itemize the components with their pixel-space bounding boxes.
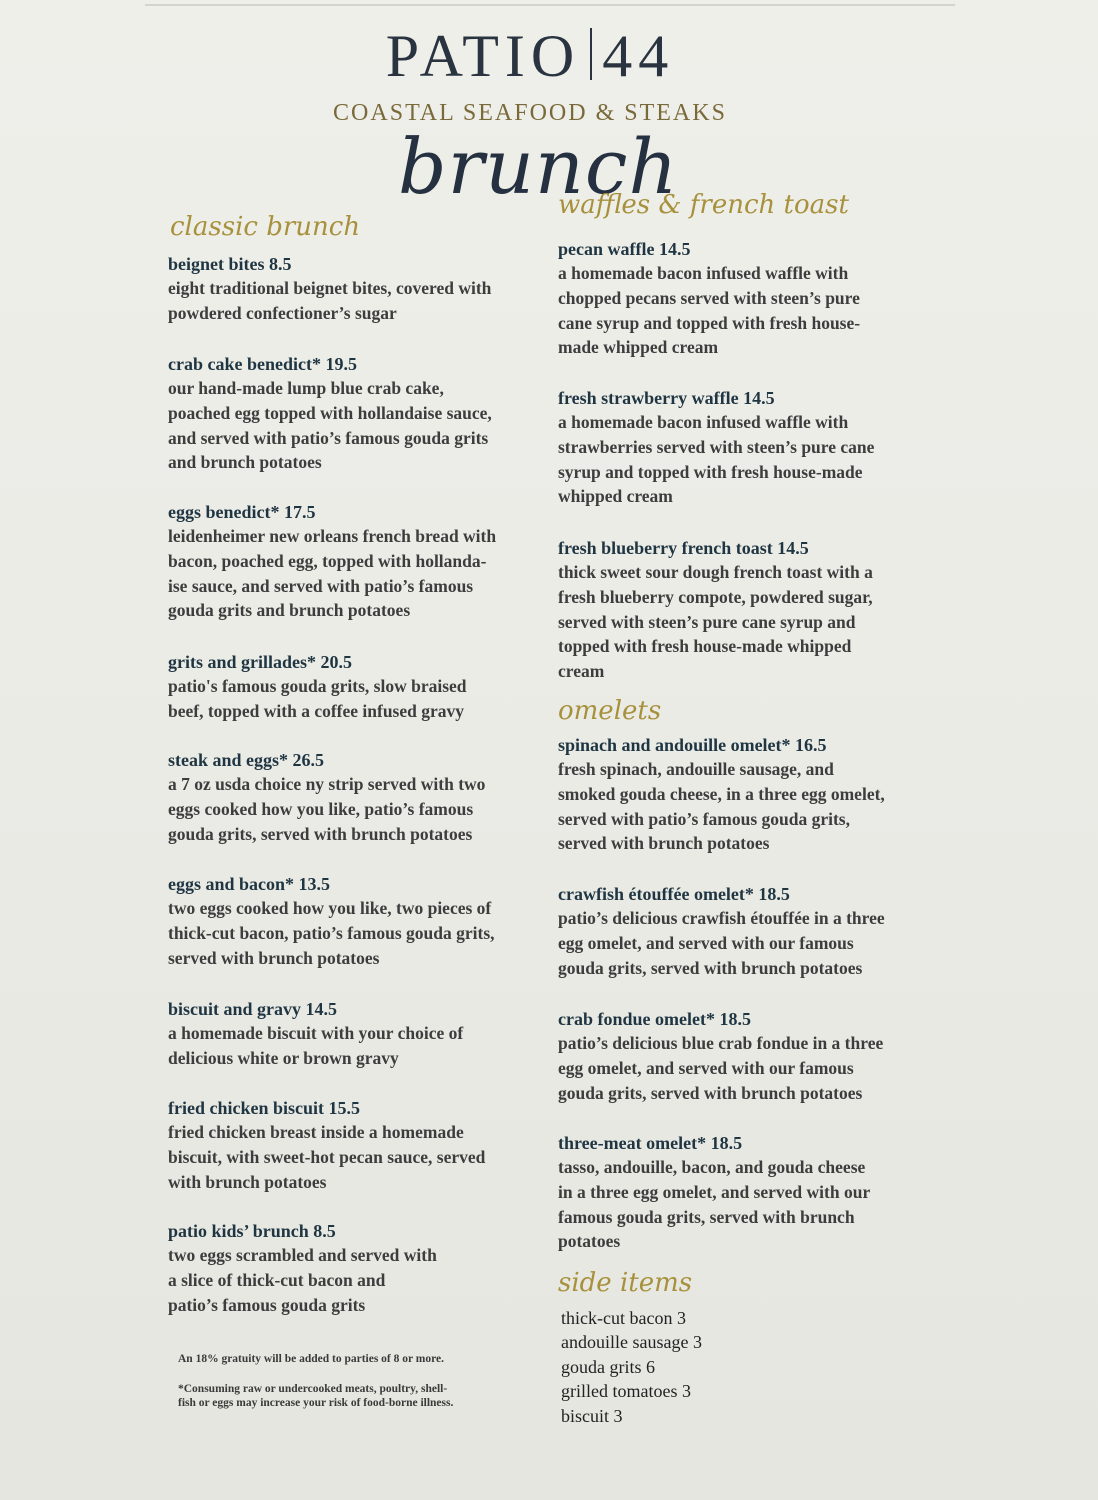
brand-divider (590, 28, 592, 80)
menu-item-name: steak and eggs* 26.5 (168, 750, 325, 770)
menu-item-description: leidenheimer new orleans french bread with bacon, poached egg, topped with hollanda- ise sauce, and served with patio’s famous gouda grits and brunch potatoes (168, 526, 497, 621)
menu-item-name: grits and grillades* 20.5 (168, 652, 353, 672)
menu-item-name: eggs and bacon* 13.5 (168, 874, 331, 894)
menu-item (558, 386, 874, 509)
menu-item-name: pecan waffle 14.5 (558, 239, 691, 259)
menu-item-description: a homemade bacon infused waffle with strawberries served with steen’s pure cane syrup and topped with fresh house-made whipped cream (558, 412, 875, 507)
section-title-omelets: omelets (558, 696, 662, 726)
menu-item (168, 1096, 485, 1194)
menu-item-name: beignet bites 8.5 (168, 254, 292, 274)
menu-header (0, 23, 1060, 127)
menu-item-description: fried chicken breast inside a homemade biscuit, with sweet-hot pecan sauce, served with brunch potatoes (168, 1122, 486, 1192)
section-title-classic-brunch: classic brunch (170, 212, 361, 242)
menu-item (168, 872, 495, 970)
menu-item-name: eggs benedict* 17.5 (168, 502, 316, 522)
menu-item-description: two eggs cooked how you like, two pieces of thick-cut bacon, patio’s famous gouda grits, served with brunch potatoes (168, 898, 495, 968)
menu-item (558, 237, 860, 360)
menu-item-name: fried chicken biscuit 15.5 (168, 1098, 360, 1118)
menu-item (168, 997, 463, 1071)
side-item: andouille sausage 3 (561, 1332, 702, 1352)
side-item: biscuit 3 (561, 1406, 623, 1426)
menu-item-name: biscuit and gravy 14.5 (168, 999, 338, 1019)
gratuity-note: An 18% gratuity will be added to parties of 8 or more. (178, 1353, 444, 1365)
menu-item (168, 748, 485, 846)
menu-item-description: our hand-made lump blue crab cake, poached egg topped with hollandaise sauce, and served with patio’s famous gouda grits and brunch potatoes (168, 378, 492, 473)
menu-item-name: fresh strawberry waffle 14.5 (558, 388, 775, 408)
menu-item-description: fresh spinach, andouille sausage, and smoked gouda cheese, in a three egg omelet, served with patio’s famous gouda grits, served with brunch potatoes (558, 759, 885, 854)
menu-item-description: a 7 oz usda choice ny strip served with two eggs cooked how you like, patio’s famous gouda grits, served with brunch potatoes (168, 774, 486, 844)
menu-title: brunch (398, 122, 679, 211)
menu-item-name: crab fondue omelet* 18.5 (558, 1009, 751, 1029)
menu-item (168, 1219, 437, 1317)
food-safety-disclaimer: *Consuming raw or undercooked meats, poultry, shell- fish or eggs may increase your risk of food-borne illness. (178, 1383, 454, 1409)
brand-number: 44 (602, 23, 675, 89)
side-item: thick-cut bacon 3 (561, 1308, 686, 1328)
restaurant-logo (0, 23, 1060, 89)
brand-name: PATIO (385, 23, 581, 89)
menu-item-name: three-meat omelet* 18.5 (558, 1133, 743, 1153)
menu-item-description: patio’s delicious crawfish étouffée in a three egg omelet, and served with our famous gouda grits, served with brunch potatoes (558, 908, 885, 978)
section-title-waffles-french-toast: waffles & french toast (558, 190, 849, 220)
restaurant-tagline: COASTAL SEAFOOD & STEAKS (333, 100, 727, 126)
menu-item (168, 500, 496, 623)
menu-item (558, 733, 885, 856)
menu-item-description: a homemade biscuit with your choice of delicious white or brown gravy (168, 1023, 464, 1068)
menu-item (168, 650, 467, 724)
menu-item-description: patio’s delicious blue crab fondue in a three egg omelet, and served with our famous gouda grits, served with brunch potatoes (558, 1033, 884, 1103)
menu-item-description: tasso, andouille, bacon, and gouda cheese in a three egg omelet, and served with our famous gouda grits, served with brunch potatoes (558, 1157, 871, 1252)
menu-item-description: eight traditional beignet bites, covered with powdered confectioner’s sugar (168, 278, 492, 323)
menu-item-description: two eggs scrambled and served with a slice of thick-cut bacon and patio’s famous gouda grits (168, 1245, 437, 1315)
menu-item (558, 882, 885, 980)
menu-item-name: fresh blueberry french toast 14.5 (558, 538, 809, 558)
menu-item-description: thick sweet sour dough french toast with a fresh blueberry compote, powdered sugar, served with steen’s pure cane syrup and topped with fresh house-made whipped cream (558, 562, 873, 682)
menu-item-name: patio kids’ brunch 8.5 (168, 1221, 336, 1241)
menu-item (558, 536, 873, 684)
side-item: gouda grits 6 (561, 1357, 655, 1377)
menu-item-name: crawfish étouffée omelet* 18.5 (558, 884, 790, 904)
menu-item (558, 1131, 870, 1254)
side-item: grilled tomatoes 3 (561, 1381, 691, 1401)
menu-item-name: spinach and andouille omelet* 16.5 (558, 735, 827, 755)
menu-item-description: a homemade bacon infused waffle with chopped pecans served with steen’s pure cane syrup and topped with fresh house- made whipped cream (558, 263, 861, 358)
menu-item-name: crab cake benedict* 19.5 (168, 354, 357, 374)
menu-item-description: patio's famous gouda grits, slow braised beef, topped with a coffee infused gravy (168, 676, 467, 721)
page-top-edge (145, 4, 955, 6)
menu-item (168, 352, 492, 475)
section-title-side-items: side items (558, 1268, 693, 1298)
menu-item (168, 252, 491, 326)
menu-item (558, 1007, 883, 1105)
